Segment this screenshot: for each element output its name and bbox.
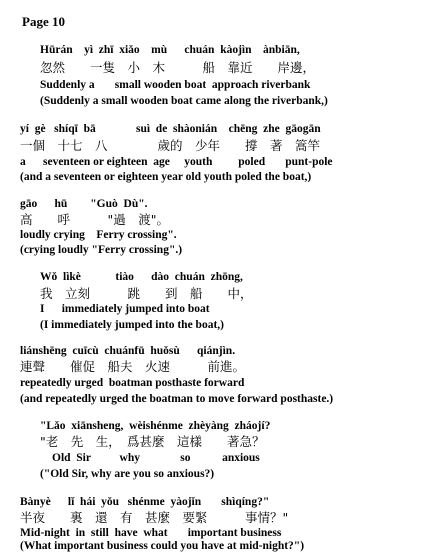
translation-line: (What important business could you have at mid-night?") — [20, 540, 305, 552]
english-gloss-line: Suddenly a small wooden boat approach riverbank — [40, 79, 311, 91]
english-gloss-line: Mid-night in still have what important business — [20, 527, 282, 539]
english-gloss-line: I immediately jumped into boat — [40, 303, 210, 315]
translation-line: (and repeatedly urged the boatman to move forward posthaste.) — [20, 393, 334, 405]
pinyin-line: "Lǎo xiānsheng, wèishénme zhèyàng zháojí? — [40, 420, 271, 432]
english-gloss-line: loudly crying Ferry crossing". — [20, 229, 177, 241]
page-number: Page 10 — [22, 14, 65, 29]
hanzi-line: 我 立刻 跳 到 船 中， — [40, 286, 253, 301]
pinyin-line: yí gè shíqī bā suì de shàonián chēng zhe gāogān — [20, 123, 321, 135]
translation-line: ("Old Sir, why are you so anxious?) — [40, 468, 215, 480]
translation-line: (crying loudly "Ferry crossing".) — [20, 244, 183, 256]
translation-line: (Suddenly a small wooden boat came along the riverbank,) — [40, 95, 328, 107]
pinyin-line: Hūrán yì zhī xiǎo mù chuán kàojìn ànbiān, — [40, 44, 300, 56]
english-gloss-line: a seventeen or eighteen age youth poled punt-pole — [20, 156, 333, 168]
hanzi-line: 高 呼 "過 渡"。 — [20, 212, 169, 227]
english-gloss-line: Old Sir why so anxious — [52, 452, 260, 464]
translation-line: (I immediately jumped into the boat,) — [40, 319, 224, 331]
pinyin-line: gāo hū "Guò Dù". — [20, 198, 148, 210]
translation-line: (and a seventeen or eighteen year old youth poled the boat,) — [20, 171, 312, 183]
hanzi-line: 一個 十七 八 歲的 少年 撐 著 篙竿 — [20, 138, 321, 153]
pinyin-line: Bànyè lǐ hái yǒu shénme yàojǐn shìqíng?" — [20, 496, 270, 508]
hanzi-line: 半夜 裏 還 有 甚麼 要緊 事情？" — [20, 510, 289, 525]
pinyin-line: liánshēng cuīcù chuánfū huǒsù qiánjìn. — [20, 345, 236, 357]
hanzi-line: "老 先 生， 爲甚麼 這樣 著急？ — [40, 434, 265, 449]
pinyin-line: Wǒ lìkè tiào dào chuán zhōng, — [40, 271, 243, 283]
english-gloss-line: repeatedly urged boatman posthaste forward — [20, 377, 245, 389]
hanzi-line: 連聲 催促 船夫 火速 前進。 — [20, 359, 246, 374]
hanzi-line: 忽然 一隻 小 木 船 靠近 岸邊， — [40, 60, 316, 75]
